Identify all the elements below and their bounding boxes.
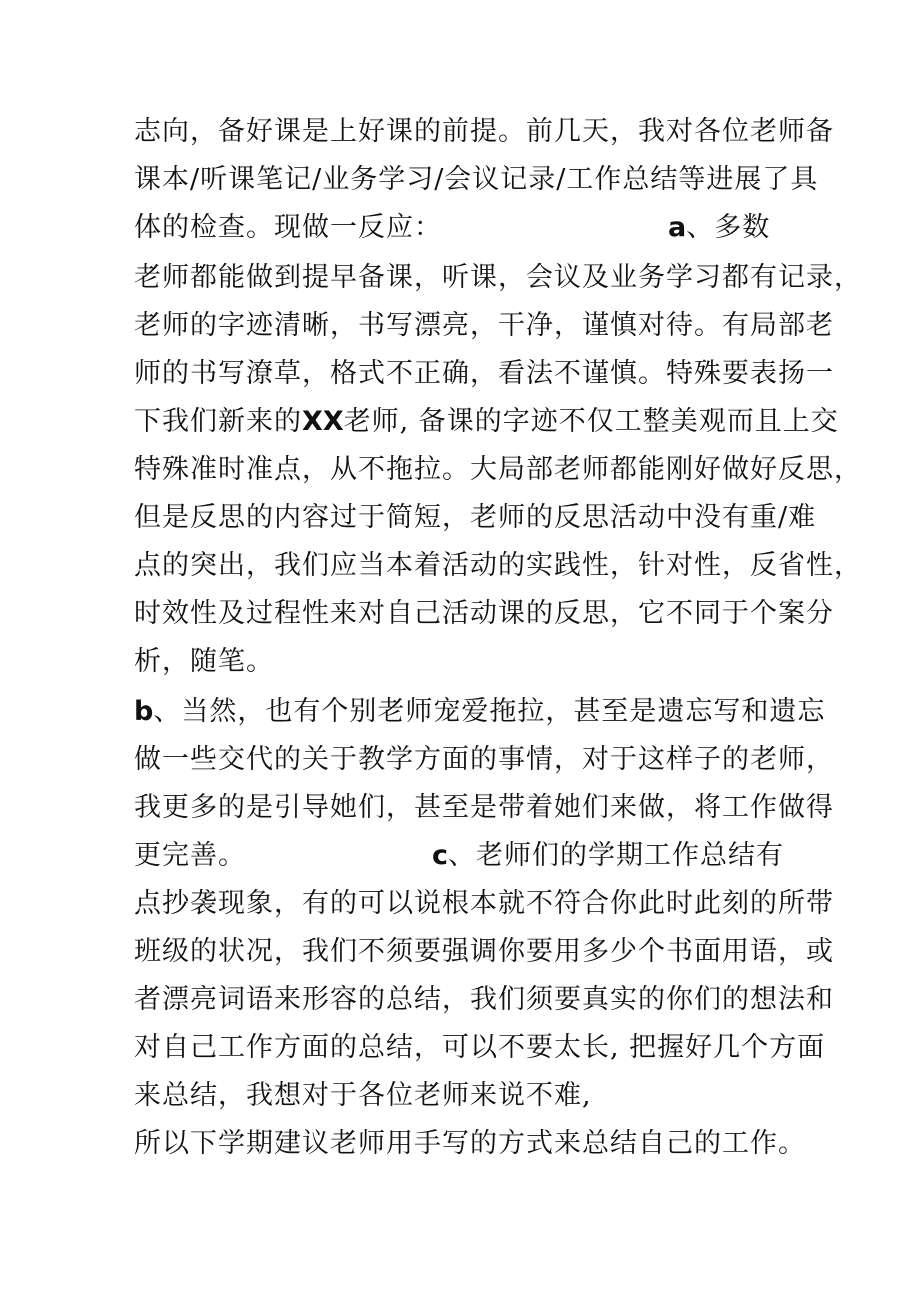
text-line <box>134 212 770 244</box>
text-line: 志向，备好课是上好课的前提。前几天，我对各位老师备 <box>134 116 834 147</box>
text-segment: 、老师们的学期工作总结有 <box>448 840 785 871</box>
text-line: 老师都能做到提早备课，听课，会议及业务学习都有记录， <box>134 262 862 293</box>
text-segment: 下我们新来的 <box>134 406 302 437</box>
text-line: 来总结，我想对于各位老师来说不难, <box>134 1080 592 1111</box>
text-line: 点的突出，我们应当本着活动的实践性，针对性，反省性， <box>134 550 862 581</box>
item-marker-a: a <box>668 212 687 243</box>
text-line: 课本/听课笔记/业务学习/会议记录/工作总结等进展了具 <box>134 164 819 195</box>
text-line: 析，随笔。 <box>134 646 274 677</box>
text-line <box>134 840 784 872</box>
text-line: 对自己工作方面的总结，可以不要太长, 把握好几个方面 <box>134 1032 826 1063</box>
text-line <box>134 696 825 728</box>
item-marker-c: c <box>432 840 449 871</box>
text-segment: 、当然，也有个别老师宠爱拖拉，甚至是遗忘写和遗忘 <box>153 696 826 727</box>
text-segment: 老师, 备课的字迹不仅工整美观而且上交 <box>343 406 839 437</box>
text-line: 时效性及过程性来对自己活动课的反思，它不同于个案分 <box>134 598 834 629</box>
text-line: 所以下学期建议老师用手写的方式来总结自己的工作。 <box>134 1128 806 1159</box>
text-line: 老师的字迹清晰，书写漂亮，干净，谨慎对待。有局部老 <box>134 310 834 341</box>
text-segment: 体的检查。现做一反应： <box>134 212 442 243</box>
text-segment: 、多数 <box>686 212 771 243</box>
item-marker-b: b <box>134 696 154 727</box>
text-line: 师的书写潦草，格式不正确，看法不谨慎。特殊要表扬一 <box>134 358 834 389</box>
text-line: 但是反思的内容过于简短，老师的反思活动中没有重/难 <box>134 502 817 533</box>
text-line: 者漂亮词语来形容的总结，我们须要真实的你们的想法和 <box>134 984 834 1015</box>
text-line: 班级的状况，我们不须要强调你要用多少个书面用语，或 <box>134 936 834 967</box>
text-line <box>134 406 839 438</box>
text-line: 点抄袭现象，有的可以说根本就不符合你此时此刻的所带 <box>134 888 834 919</box>
text-line: 做一些交代的关于教学方面的事情，对于这样子的老师， <box>134 744 834 775</box>
text-line: 我更多的是引导她们，甚至是带着她们来做，将工作做得 <box>134 792 834 823</box>
text-line: 特殊准时准点，从不拖拉。大局部老师都能刚好做好反思， <box>134 454 862 485</box>
placeholder-xx: XX <box>302 406 344 437</box>
text-segment: 更完善。 <box>134 840 246 871</box>
